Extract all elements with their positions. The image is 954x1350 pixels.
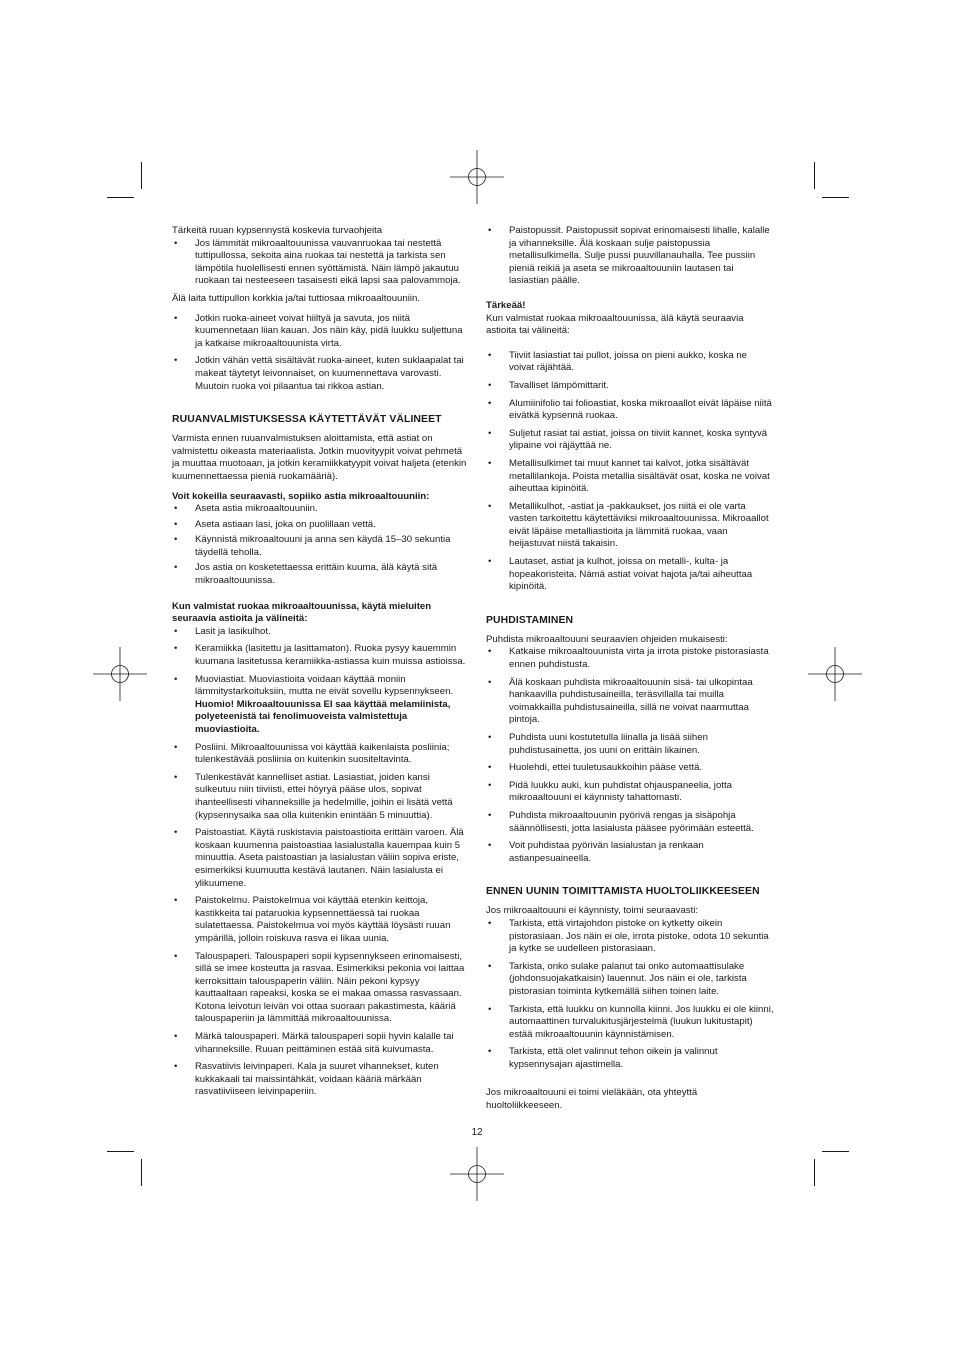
list-item: • Pidä luukku auki, kun puhdistat ohjauspaneelia, jotta mikroaaltouuni ei käynnisty tahattomasti. xyxy=(486,780,774,805)
list-item: • Tulenkestävät kannelliset astiat. Lasiastiat, joiden kansi sulkeutuu niin tiiviisti, ettei höyryä pääse ulos, sopivat ihanteellisesti vihanneksille ja hedelmille, joihin ei lisätä vettä (kypsennysaika saa olla kuitenkin enintään 5 minuuttia). xyxy=(172,772,468,822)
list-item: • Paistoastiat. Käytä ruskistavia paistoastioita erittäin varoen. Älä koskaan kuumenna paistoastiaa lasialustalla kauempaa kuin 5 minuuttia. Aseta paistoastian ja lasialustan väliin sopiva eriste, esimerkiksi kuumuutta kestävä lautanen. Näin lasialusta ei ylikuumene. xyxy=(172,827,468,890)
list-item: • Paistopussit. Paistopussit sopivat erinomaisesti lihalle, kalalle ja vihanneksille. Älä koskaan sulje paistopussia metallisulkimella. Sulje pussi puuvillanauhalla. Tee pussiin pieniä reikiä ja aseta se mikroaaltouuniin lautasen tai lasiastian päälle. xyxy=(486,225,774,288)
important-text: Kun valmistat ruokaa mikroaaltouunissa, älä käytä seuraavia astioita tai välineitä: xyxy=(486,312,744,337)
list-item: • Suljetut rasiat tai astiat, joissa on tiiviit kannet, koska syntyvä ylipaine voi räjäyttää ne. xyxy=(486,428,774,453)
plastic-dishes-warning: Huomio! Mikroaaltouunissa EI saa käyttää melamiinista, polyeteenistä tai fenolimuoveista valmistettuja muoviastioita. xyxy=(195,698,451,735)
cleaning-intro: Puhdista mikroaaltouuni seuraavien ohjeiden mukaisesti: xyxy=(486,633,728,645)
recommended-dishes-heading: Kun valmistat ruokaa mikroaaltouunissa, käytä mieluiten seuraavia astioita ja välineitä: xyxy=(172,600,432,625)
list-item: • Lautaset, astiat ja kulhot, joissa on metalli-, kulta- ja hopeakoristeita. Nämä astiat voivat hajota ja/tai aiheuttaa kipinöitä. xyxy=(486,556,774,594)
crop-mark xyxy=(107,197,134,198)
service-intro: Jos mikroaaltouuni ei käynnisty, toimi seuraavasti: xyxy=(486,905,699,917)
safety-intro: Tärkeitä ruuan kypsennystä koskevia turvaohjeita xyxy=(172,225,383,236)
list-item: • Voit puhdistaa pyörivän lasialustan ja renkaan astianpesuaineella. xyxy=(486,840,774,865)
list-item: • Tarkista, että olet valinnut tehon oikein ja valinnut kypsennysajan ajastimella. xyxy=(486,1046,774,1071)
registration-mark-icon xyxy=(450,1147,504,1201)
crop-mark xyxy=(814,162,815,189)
crop-mark xyxy=(822,1151,849,1152)
list-item: • Tarkista, että virtajohdon pistoke on kytketty oikein pistorasiaan. Jos näin ei ole, irrota pistoke, odota 10 sekuntia ja kytke se uudelleen pistorasiaan. xyxy=(486,918,774,956)
list-item: • Jotkin ruoka-aineet voivat hiiltyä ja savuta, jos niitä kuumennetaan liian kauan. Jos näin käy, pidä luukku suljettuna ja katkaise mikroaaltouunista virta. xyxy=(172,313,468,351)
list-item: • Paistokelmu. Paistokelmua voi käyttää etenkin keittoja, kastikkeita tai pataruokia kypsennettäessä tai ruokaa sulatettaessa. Paistokelmua voi myös käyttää löysästi ruuan ympärillä, jolloin roiskuva rasva ei likaa uunia. xyxy=(172,895,468,945)
right-column xyxy=(486,225,774,1113)
list-item: • Jos lämmität mikroaaltouunissa vauvanruokaa tai nestettä tuttipullossa, sekoita aina ruokaa tai nestettä ja tarkista sen lämpötila huolellisesti ennen syöttämistä. Näin lämpö jakautuu ruokaan tai nesteeseen tasaisesti eikä lapsi saa palovammoja. xyxy=(172,238,468,288)
page-number: 12 xyxy=(471,1127,483,1138)
section-heading-service: ENNEN UUNIN TOIMITTAMISTA HUOLTOLIIKKEESEEN xyxy=(486,886,760,898)
list-item: • Metallisulkimet tai muut kannet tai kalvot, jotka sisältävät metallilankoja. Poista metallia sisältävät osat, koska ne voivat aiheuttaa kipinöitä. xyxy=(486,458,774,496)
list-item: • Huolehdi, ettei tuuletusaukkoihin pääse vettä. xyxy=(486,762,774,775)
crop-mark xyxy=(814,1159,815,1186)
list-item: • Katkaise mikroaaltouunista virta ja irrota pistoke pistorasiasta ennen puhdistusta. xyxy=(486,646,774,671)
list-item: • Lasit ja lasikulhot. xyxy=(172,626,468,639)
list-item: • Keramiikka (lasitettu ja lasittamaton). Ruoka pysyy kauemmin kuumana lasitetussa keramiikka-astiassa kuin muissa astioissa. xyxy=(172,643,468,668)
section-heading-utensils: RUUANVALMISTUKSESSA KÄYTETTÄVÄT VÄLINEET xyxy=(172,414,442,426)
dish-test-list xyxy=(172,503,468,588)
plastic-dishes-text: Muoviastiat. Muoviastioita voidaan käyttää moniin lämmitystarkoituksiin, mutta ne eivät sovellu kypsennykseen. xyxy=(195,673,454,698)
list-item: • Alumiinifolio tai folioastiat, koska mikroaallot eivät läpäise niitä eivätkä kypsennä ruokaa. xyxy=(486,398,774,423)
crop-mark xyxy=(822,197,849,198)
registration-mark-icon xyxy=(93,647,147,701)
safety-list xyxy=(172,313,468,394)
service-contact-note: Jos mikroaaltouuni ei toimi vieläkään, ota yhteyttä huoltoliikkeeseen. xyxy=(486,1087,698,1112)
list-item: • Tarkista, että luukku on kunnolla kiinni. Jos luukku ei ole kiinni, automaattinen turvalukitusjärjestelmä (luukun lukitustapit) estää mikroaaltouunin käynnistämisen. xyxy=(486,1004,774,1042)
bottle-cap-note: Älä laita tuttipullon korkkia ja/tai tuttiosaa mikroaaltouuniin. xyxy=(172,292,420,304)
list-item: • Puhdista mikroaaltouunin pyörivä rengas ja sisäpohja säännöllisesti, jotta lasialusta pääsee pyörimään esteettä. xyxy=(486,810,774,835)
list-item: • Posliini. Mikroaaltouunissa voi käyttää kaikenlaista posliinia; tulenkestävää posliinia on kuitenkin suositeltavinta. xyxy=(172,742,468,767)
list-item: • Tarkista, onko sulake palanut tai onko automaattisulake (johdonsuojakatkaisin) lauennut. Jos näin ei ole, tarkista pistorasian toiminta kytkemällä siihen toinen laite. xyxy=(486,961,774,999)
section-heading-cleaning: PUHDISTAMINEN xyxy=(486,614,574,626)
list-item xyxy=(172,674,468,737)
list-item: • Jotkin vähän vettä sisältävät ruoka-aineet, kuten suklaapalat tai makeat täytetyt leivonnaiset, on kuumennettava varovasti. Muutoin ruoka voi pilaantua tai rikkoa astian. xyxy=(172,355,468,393)
list-item: • Talouspaperi. Talouspaperi sopii kypsennykseen erinomaisesti, sillä se imee kosteutta ja rasvaa. Esimerkiksi pekonia voi laittaa kerroksittain talouspaperin väliin. Näin pekoni kypsyy kauttaaltaan rapeaksi, koska se ei makaa omassa rasvassaan. Kotona leivotun leivän voi ottaa suoraan pakastimesta, kääriä talouspaperiin ja lämmittää mikroaaltouunissa. xyxy=(172,951,468,1027)
left-column xyxy=(172,225,468,1104)
list-item: • Jos astia on kosketettaessa erittäin kuuma, älä käytä sitä mikroaaltouunissa. xyxy=(172,562,468,587)
dish-test-heading: Voit kokeilla seuraavasti, sopiiko astia mikroaaltouuniin: xyxy=(172,490,430,502)
crop-mark xyxy=(141,1159,142,1186)
service-checklist xyxy=(486,918,774,1072)
list-item: • Tavalliset lämpömittarit. xyxy=(486,380,774,393)
list-item: • Käynnistä mikroaaltouuni ja anna sen käydä 15–30 sekuntia täydellä teholla. xyxy=(172,534,468,559)
recommended-dishes-list xyxy=(172,626,468,1099)
utensils-intro: Varmista ennen ruuanvalmistuksen aloittamista, että astiat on valmistettu oikeasta materiaalista. Jotkin muovityypit voivat pehmetä ja muuttaa muotoaan, ja jotkin keramiikkatyypit voivat haljeta (etenkin kuumennettaessa pieniä ruokamääriä). xyxy=(172,433,467,482)
safety-list xyxy=(172,238,468,288)
crop-mark xyxy=(107,1151,134,1152)
list-item: • Rasvatiivis leivinpaperi. Kala ja suuret vihannekset, kuten kukkakaali tai maissintähkät, voidaan kääriä märkään rasvatiiviiseen leivinpaperiin. xyxy=(172,1061,468,1099)
cleaning-list xyxy=(486,646,774,865)
list-item: • Tiiviit lasiastiat tai pullot, joissa on pieni aukko, koska ne voivat räjähtää. xyxy=(486,350,774,375)
list-item: • Aseta astiaan lasi, joka on puolillaan vettä. xyxy=(172,519,468,532)
registration-mark-icon xyxy=(450,150,504,204)
bags-list xyxy=(486,225,774,288)
list-item: • Metallikulhot, -astiat ja -pakkaukset, jos niitä ei ole varta vasten tarkoitettu käytettäviksi mikroaaltouunissa. Mikroaallot eivät läpäise metalliastioita ja lämmitä ruokaa, vaan heijastuvat niistä takaisin. xyxy=(486,501,774,551)
list-item: • Aseta astia mikroaaltouuniin. xyxy=(172,503,468,516)
list-item: • Märkä talouspaperi. Märkä talouspaperi sopii hyvin kalalle tai vihanneksille. Ruuan peittäminen estää sitä kuivumasta. xyxy=(172,1031,468,1056)
forbidden-dishes-list xyxy=(486,350,774,594)
list-item: • Älä koskaan puhdista mikroaaltouunin sisä- tai ulkopintaa hankaavilla puhdistusaineilla, teräsvillalla tai muilla voimakkailla puhdistusaineilla, sillä ne voivat naarmuttaa pintoja. xyxy=(486,677,774,727)
crop-mark xyxy=(141,162,142,189)
important-label: Tärkeää! xyxy=(486,299,526,311)
list-item: • Puhdista uuni kostutetulla liinalla ja lisää siihen puhdistusainetta, jos uuni on erittäin likainen. xyxy=(486,732,774,757)
registration-mark-icon xyxy=(808,647,862,701)
